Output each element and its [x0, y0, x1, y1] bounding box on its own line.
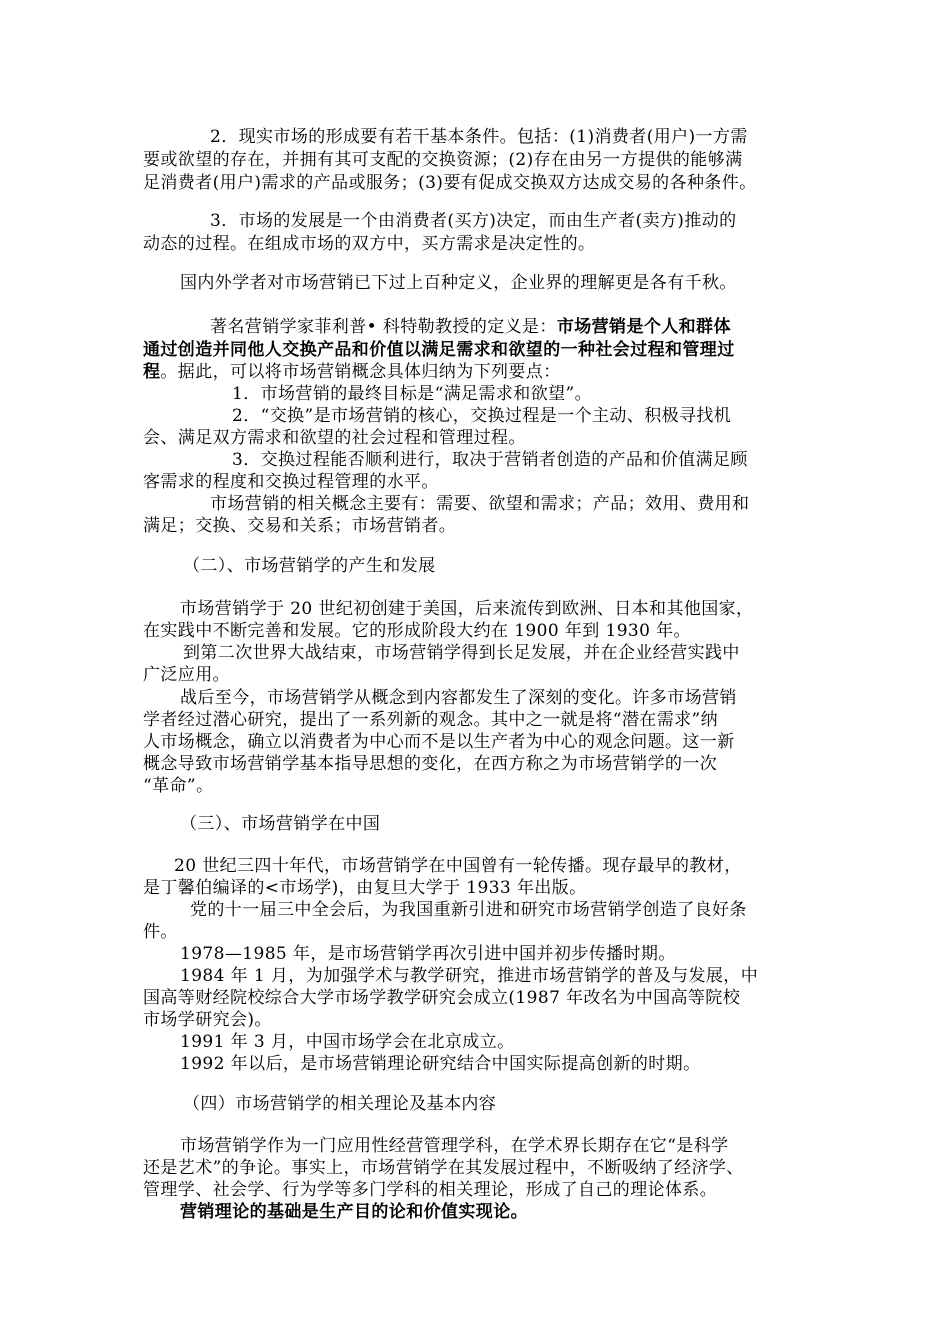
section-heading: （三）、市场营销学在中国	[180, 814, 381, 834]
text-line: 战后至今，市场营销学从概念到内容都发生了深刻的变化。许多市场营销	[180, 688, 737, 708]
bold-definition: 通过创造并同他人交换产品和价值以满足需求和欲望的一种社会过程和管理过	[143, 340, 735, 360]
list-item: 1．市场营销的最终目标是“满足需求和欲望”。	[232, 384, 592, 404]
text-line: 1991 年 3 月，中国市场学会在北京成立。	[180, 1032, 515, 1052]
bold-definition: 程	[143, 362, 161, 382]
text-line: 在实践中不断完善和发展。它的形成阶段大约在 1900 年到 1930 年。	[143, 621, 691, 641]
text-line: 市场学研究会)。	[143, 1010, 272, 1030]
text-line: 件。	[143, 922, 178, 942]
text-line: 国高等财经院校综合大学市场学教学研究会成立(1987 年改名为中国高等院校	[143, 988, 741, 1008]
text-line: 2．现实市场的形成要有若干基本条件。包括：(1)消费者(用户)一方需	[210, 127, 748, 147]
text-line: 市场营销的相关概念主要有：需要、欲望和需求；产品；效用、费用和	[210, 494, 750, 514]
text-line: 市场营销学作为一门应用性经营管理学科，在学术界长期存在它“是科学	[180, 1136, 729, 1156]
text-span: 著名营销学家菲利普• 科特勒教授的定义是：	[210, 317, 557, 337]
text-line: 党的十一届三中全会后，为我国重新引进和研究市场营销学创造了良好条	[190, 900, 747, 920]
section-heading: （四）市场营销学的相关理论及基本内容	[183, 1094, 497, 1114]
bold-definition: 市场营销是个人和群体	[556, 317, 731, 337]
list-item: 3．交换过程能否顺利进行，取决于营销者创造的产品和价值满足顾	[232, 450, 748, 470]
bold-statement: 营销理论的基础是生产目的论和价值实现论。	[180, 1202, 528, 1222]
section-heading: （二）、市场营销学的产生和发展	[183, 556, 436, 576]
text-line: 20 世纪三四十年代，市场营销学在中国曾有一轮传播。现存最早的教材，	[174, 856, 742, 876]
text-line: 概念导致市场营销学基本指导思想的变化，在西方称之为市场营销学的一次	[143, 754, 718, 774]
text-line: 到第二次世界大战结束，市场营销学得到长足发展，并在企业经营实践中	[183, 643, 740, 663]
list-item: 2．“交换”是市场营销的核心，交换过程是一个主动、积极寻找机	[232, 406, 732, 426]
text-span: 。据此，可以将市场营销概念具体归纳为下列要点：	[160, 362, 561, 382]
text-line: 广泛应用。	[143, 665, 230, 685]
text-line: 市场营销学于 20 世纪初创建于美国，后来流传到欧洲、日本和其他国家，	[180, 599, 754, 619]
text-line: “革命”。	[143, 776, 214, 796]
text-line: 要或欲望的存在，并拥有其可支配的交换资源；(2)存在由另一方提供的能够满	[143, 150, 743, 170]
text-line: 客需求的程度和交换过程管理的水平。	[143, 472, 439, 492]
text-line: 学者经过潜心研究，提出了一系列新的观念。其中之一就是将“潜在需求”纳	[143, 710, 718, 730]
text-line	[143, 361, 561, 383]
text-line: 足消费者(用户)需求的产品或服务；(3)要有促成交换双方达成交易的各种条件。	[143, 173, 757, 193]
text-line: 管理学、社会学、行为学等多门学科的相关理论，形成了自己的理论体系。	[143, 1180, 718, 1200]
text-line: 1984 年 1 月，为加强学术与教学研究，推进市场营销学的普及与发展，中	[180, 966, 759, 986]
text-line: 是丁馨伯编译的<市场学)，由复旦大学于 1933 年出版。	[143, 878, 587, 898]
text-line: 国内外学者对市场营销已下过上百种定义，企业界的理解更是各有千秋。	[180, 273, 737, 293]
text-line: 动态的过程。在组成市场的双方中，买方需求是决定性的。	[143, 234, 596, 254]
text-line: 3．市场的发展是一个由消费者(买方)决定，而由生产者(卖方)推动的	[210, 211, 737, 231]
text-line: 1978—1985 年，是市场营销学再次引进中国并初步传播时期。	[180, 944, 676, 964]
text-line: 满足；交换、交易和关系；市场营销者。	[143, 516, 457, 536]
text-line: 人市场概念，确立以消费者为中心而不是以生产者为中心的观念问题。这一新	[143, 732, 735, 752]
text-line: 1992 年以后，是市场营销理论研究结合中国实际提高创新的时期。	[180, 1054, 701, 1074]
text-line: 还是艺术”的争论。事实上，市场营销学在其发展过程中，不断吸纳了经济学、	[143, 1158, 744, 1178]
text-line: 会、满足双方需求和欲望的社会过程和管理过程。	[143, 428, 526, 448]
text-line	[210, 316, 731, 338]
